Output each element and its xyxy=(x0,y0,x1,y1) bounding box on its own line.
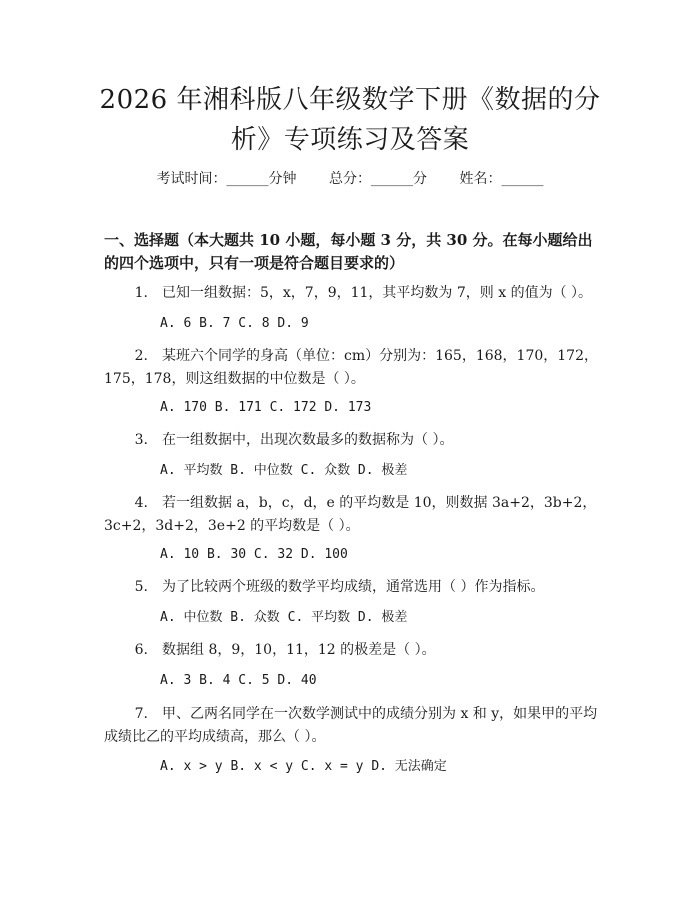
question-number: 7. xyxy=(134,706,148,722)
question-1-options: A. 6 B. 7 C. 8 D. 9 xyxy=(160,316,309,331)
exam-time: 考试时间：______分钟 xyxy=(156,171,297,187)
question-2 xyxy=(104,345,602,391)
section-heading: 一、选择题（本大题共 10 小题，每小题 3 分，共 30 分。在每小题给出的四个选项中，只有一项是符合题目要求的） xyxy=(104,231,593,272)
question-number: 4. xyxy=(134,495,148,511)
question-6-options: A. 3 B. 4 C. 5 D. 40 xyxy=(160,673,317,688)
question-1 xyxy=(104,282,602,305)
question-7 xyxy=(104,703,602,749)
question-text: 甲、乙两名同学在一次数学测试中的成绩分别为 x 和 y，如果甲的平均成绩比乙的平均成绩高，那么（ ）。 xyxy=(104,706,598,745)
question-7-options: A. x > y B. x < y C. x = y D. 无法确定 xyxy=(160,759,447,774)
question-number: 1. xyxy=(134,285,148,301)
question-text: 数据组 8，9，10，11，12 的极差是（ ）。 xyxy=(162,642,436,658)
question-number: 3. xyxy=(134,432,148,448)
question-2-options: A. 170 B. 171 C. 172 D. 173 xyxy=(160,400,372,415)
question-number: 6. xyxy=(134,642,148,658)
question-text: 若一组数据 a，b，c，d，e 的平均数是 10，则数据 3a+2，3b+2，3c+2，3d+2，3e+2 的平均数是（ ）。 xyxy=(104,495,597,534)
student-name: 姓名：______ xyxy=(459,171,544,187)
question-3 xyxy=(104,429,602,452)
title-line-1: 2026 年湘科版八年级数学下册《数据的分 xyxy=(99,85,601,115)
title-line-2: 析》专项练习及答案 xyxy=(230,125,470,155)
question-text: 在一组数据中，出现次数最多的数据称为（ ）。 xyxy=(162,432,454,448)
question-number: 5. xyxy=(134,579,148,595)
document-title xyxy=(60,80,640,160)
question-5 xyxy=(104,576,602,599)
question-6 xyxy=(104,639,602,662)
question-number: 2. xyxy=(134,348,148,364)
question-5-options: A. 中位数 B. 众数 C. 平均数 D. 极差 xyxy=(160,610,408,625)
question-3-options: A. 平均数 B. 中位数 C. 众数 D. 极差 xyxy=(160,463,408,478)
question-text: 已知一组数据：5，x，7，9，11，其平均数为 7，则 x 的值为（ ）。 xyxy=(162,285,593,301)
question-4 xyxy=(104,492,602,538)
exam-info-row xyxy=(0,168,700,188)
question-4-options: A. 10 B. 30 C. 32 D. 100 xyxy=(160,547,348,562)
total-score: 总分：______分 xyxy=(329,171,427,187)
question-text: 某班六个同学的身高（单位：cm）分别为：165，168，170，172，175，178，则这组数据的中位数是（ ）。 xyxy=(104,348,599,387)
question-text: 为了比较两个班级的数学平均成绩，通常选用（ ）作为指标。 xyxy=(162,579,545,595)
